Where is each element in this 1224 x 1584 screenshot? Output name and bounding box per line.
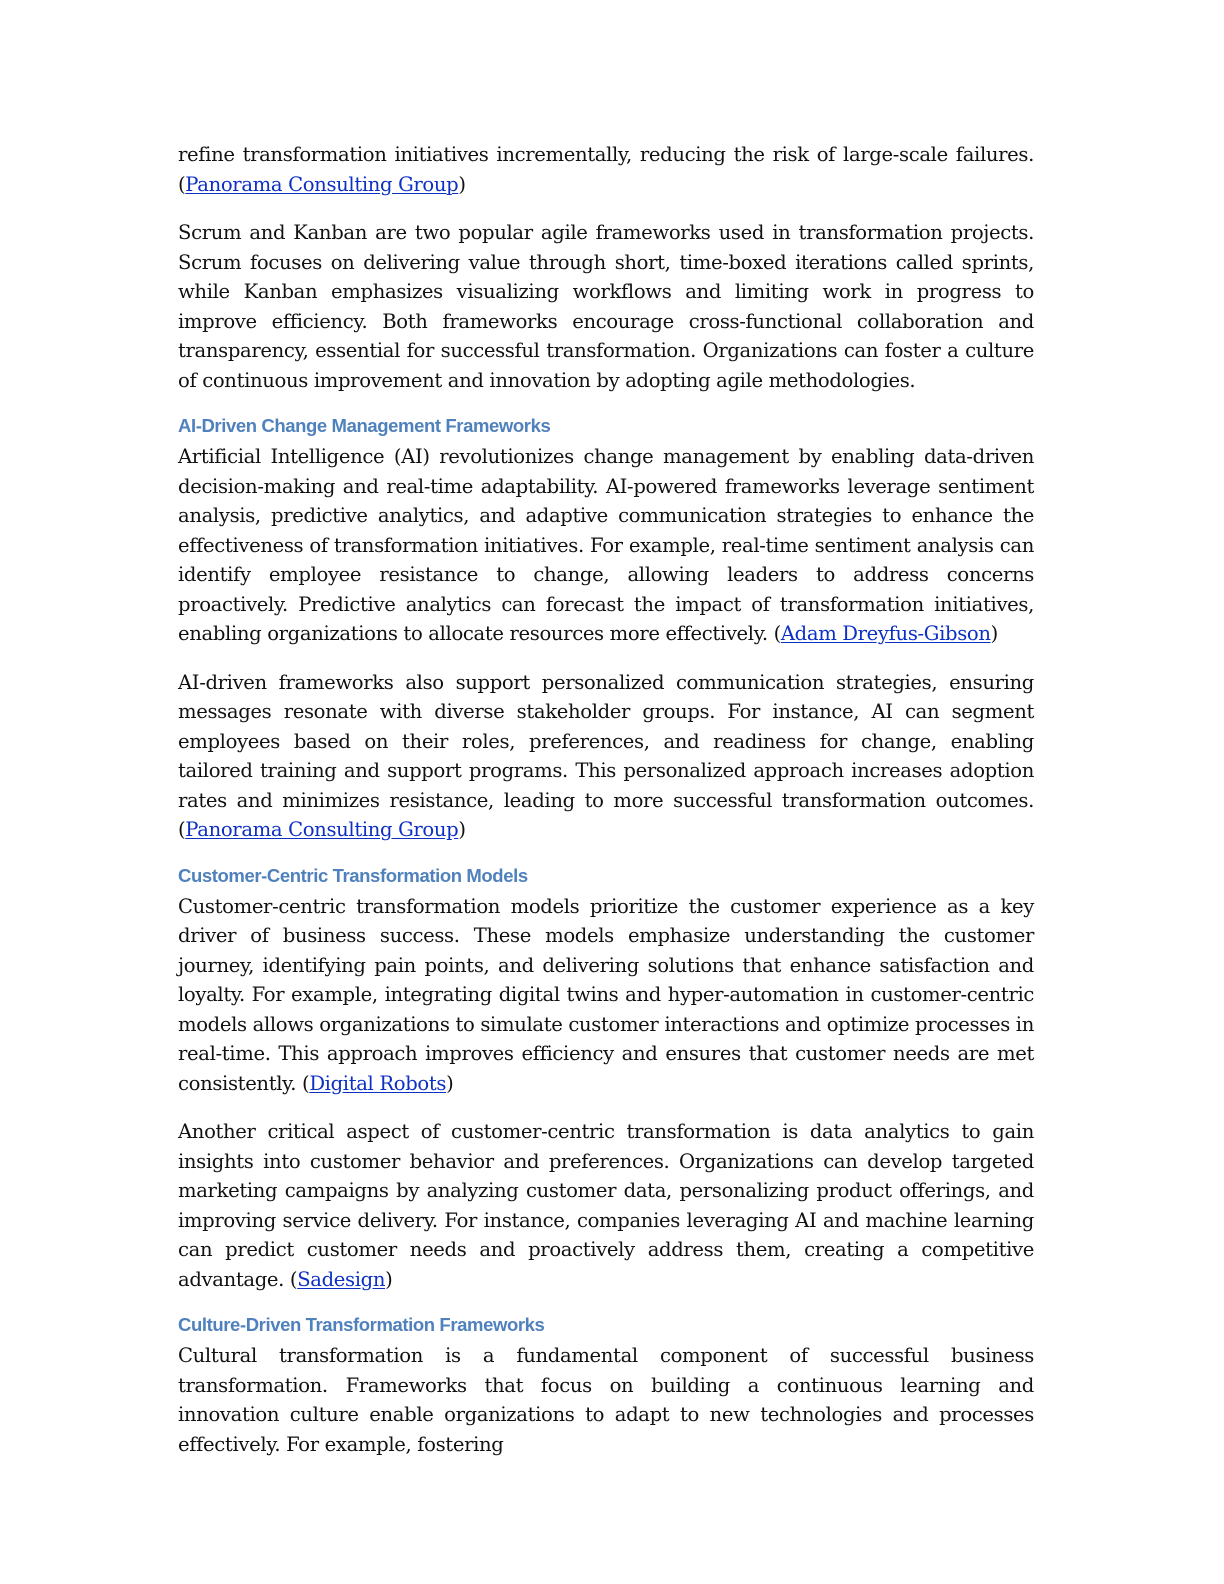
document-page [178,140,1034,1478]
paragraph-agile-intro-end [178,140,1034,199]
paragraph-text: ) [990,622,998,645]
citation-link-panorama-consulting-group[interactable]: Panorama Consulting Group [185,818,459,841]
paragraph-cultural-transformation: Cultural transformation is a fundamental component of successful business transformation. Frameworks that focus on building a continuous learning and innovation culture enable organizations to adapt to new technologies and processes effectively. For example, fostering [178,1344,1034,1456]
paragraph-customer-centric-models [178,892,1034,1099]
paragraph-scrum-kanban: Scrum and Kanban are two popular agile frameworks used in transformation projects. Scrum focuses on delivering value through short, time-boxed iterations called sprints, while Kanban emphasizes visualizing workflows and limiting work in progress to improve efficiency. Both frameworks encourage cross-functional collaboration and transparency, essential for successful transformation. Organizations can foster a culture of continuous improvement and innovation by adopting agile methodologies. [178,221,1034,392]
paragraph-text: ) [385,1267,393,1291]
section-heading-ai-driven-change-management: AI-Driven Change Management Frameworks [178,415,551,436]
paragraph-text: Customer-centric transformation models prioritize the customer experience as a key driver of business success. These models emphasize understanding the customer journey, identifying pain points, and delivering solutions that enhance satisfaction and loyalty. For example, integrating digital twins and hyper-automation in customer-centric models allows organizations to simulate customer interactions and optimize processes in real-time. This approach improves efficiency and ensures that customer needs are met consistently. ( [178,894,1034,1095]
citation-link-digital-robots[interactable]: Digital Robots [309,1071,447,1095]
paragraph-text: ) [446,1071,454,1095]
citation-link-panorama-consulting-group[interactable]: Panorama Consulting Group [185,172,459,196]
section-heading-customer-centric-models: Customer-Centric Transformation Models [178,864,528,886]
paragraph-text: Another critical aspect of customer-centric transformation is data analytics to gain insights into customer behavior and preferences. Organizations can develop targeted marketing campaigns by analyzing customer data, personalizing product offerings, and improving service delivery. For instance, companies leveraging AI and machine learning can predict customer needs and proactively address them, creating a competitive advantage. ( [178,1120,1034,1291]
paragraph-ai-personalized-communication [178,668,1034,845]
section-heading-culture-driven-frameworks: Culture-Driven Transformation Frameworks [178,1314,545,1335]
paragraph-ai-change-management [178,442,1034,649]
paragraph-text: AI-driven frameworks also support personalized communication strategies, ensuring messages resonate with diverse stakeholder groups. For instance, AI can segment employees based on their roles, preferences, and readiness for change, enabling tailored training and support programs. This personalized approach increases adoption rates and minimizes resistance, leading to more successful transformation outcomes. ( [178,670,1034,841]
paragraph-text: Artificial Intelligence (AI) revolutionizes change management by enabling data-driven decision-making and real-time adaptability. AI-powered frameworks leverage sentiment analysis, predictive analytics, and adaptive communication strategies to enhance the effectiveness of transformation initiatives. For example, real-time sentiment analysis can identify employee resistance to change, allowing leaders to address concerns proactively. Predictive analytics can forecast the impact of transformation initiatives, enabling organizations to allocate resources more effectively. ( [178,445,1034,645]
paragraph-text: ) [458,172,466,196]
paragraph-customer-data-analytics [178,1117,1034,1294]
citation-link-adam-dreyfus-gibson[interactable]: Adam Dreyfus-Gibson [780,622,991,645]
paragraph-text: refine transformation initiatives incrementally, reducing the risk of large-scale failures. ( [178,143,1034,196]
citation-link-sadesign[interactable]: Sadesign [297,1267,386,1291]
paragraph-text: ) [458,818,466,841]
